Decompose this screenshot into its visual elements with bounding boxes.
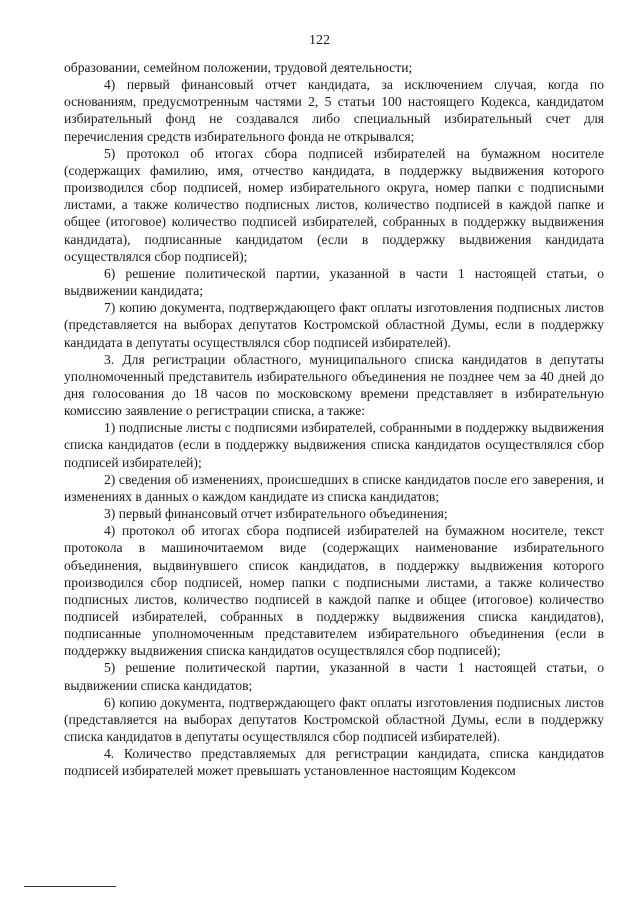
footnote-separator-line xyxy=(24,886,116,887)
paragraph-section-4: 4. Количество представляемых для регистрации кандидата, списка кандидатов подписей избирателей может превышать установленное настоящим Кодексом xyxy=(64,746,604,779)
paragraph-list-item-5-party-decision: 5) решение политической партии, указанной в части 1 настоящей статьи, о выдвижении списка кандидатов; xyxy=(64,660,604,693)
paragraph-section-3: 3. Для регистрации областного, муниципального списка кандидатов в депутаты уполномоченный представитель избирательного объединения не позднее чем за 40 дней до дня голосования до 18 часов по московскому времени представляет в избирательную комиссию заявление о регистрации списка, а также: xyxy=(64,351,604,419)
page-number: 122 xyxy=(309,33,330,48)
paragraph-item-7-payment-copy: 7) копию документа, подтверждающего факт оплаты изготовления подписных листов (представляется на выборах депутатов Костромской областной Думы, если в поддержку кандидата в депутаты осуществлялся сбор подписей избирателей). xyxy=(64,300,604,350)
paragraph-item-4-financial-report: 4) первый финансовый отчет кандидата, за исключением случая, когда по основаниям, предусмотренным частями 2, 5 статьи 100 настоящего Кодекса, кандидатом избирательный фонд не создавался либо специальный избирательный счет для перечисления средств избирательного фонда не открывался; xyxy=(64,77,604,144)
document-body xyxy=(64,59,604,780)
paragraph-list-item-3-financial-report: 3) первый финансовый отчет избирательного объединения; xyxy=(104,506,448,522)
paragraph-list-item-6-payment-copy: 6) копию документа, подтверждающего факт оплаты изготовления подписных листов (представляется на выборах депутатов Костромской областной Думы, если в поддержку списка кандидатов в депутаты осуществлялся сбор подписей избирателей). xyxy=(64,694,604,745)
paragraph-item-6-party-decision: 6) решение политической партии, указанной в части 1 настоящей статьи, о выдвижении кандидата; xyxy=(64,265,604,299)
paragraph-list-item-1-signature-sheets: 1) подписные листы с подписями избирателей, собранными в поддержку выдвижения списка кандидатов (если в поддержку выдвижения списка кандидатов осуществлялся сбор подписей избирателей); xyxy=(64,420,604,470)
paragraph-continuation: образовании, семейном положении, трудовой деятельности; xyxy=(64,60,413,75)
paragraph-list-item-4-protocol: 4) протокол об итогах сбора подписей избирателей на бумажном носителе, текст протокола в машиночитаемом виде (содержащих наименование избирательного объединения, выдвинувшего список кандидатов, в поддержку выдвижения которого производился сбор подписей, номер папки с подписными листами, а также количество подписных листов, количество подписей в каждой папке и общее (итоговое) количество подписей избирателей, собранных в поддержку выдвижения списка кандидатов), подписанные уполномоченным представителем избирательного объединения (если в поддержку выдвижения списка кандидатов осуществлялся сбор подписей); xyxy=(64,523,604,659)
paragraph-list-item-2-changes: 2) сведения об изменениях, происшедших в списке кандидатов после его заверения, и изменениях в данных о каждом кандидате из списка кандидатов; xyxy=(64,471,604,504)
paragraph-item-5-signature-protocol: 5) протокол об итогах сбора подписей избирателей на бумажном носителе (содержащих фамилию, имя, отчество кандидата, в поддержку выдвижения которого производился сбор подписей, номер избирательного округа, номер папки с подписными листами, а также количество подписных листов, количество подписей в каждой папке и общее (итоговое) количество подписей избирателей, собранных в поддержку выдвижения кандидата), подписанные кандидатом (если в поддержку выдвижения кандидата осуществлялся сбор подписей); xyxy=(64,145,604,264)
